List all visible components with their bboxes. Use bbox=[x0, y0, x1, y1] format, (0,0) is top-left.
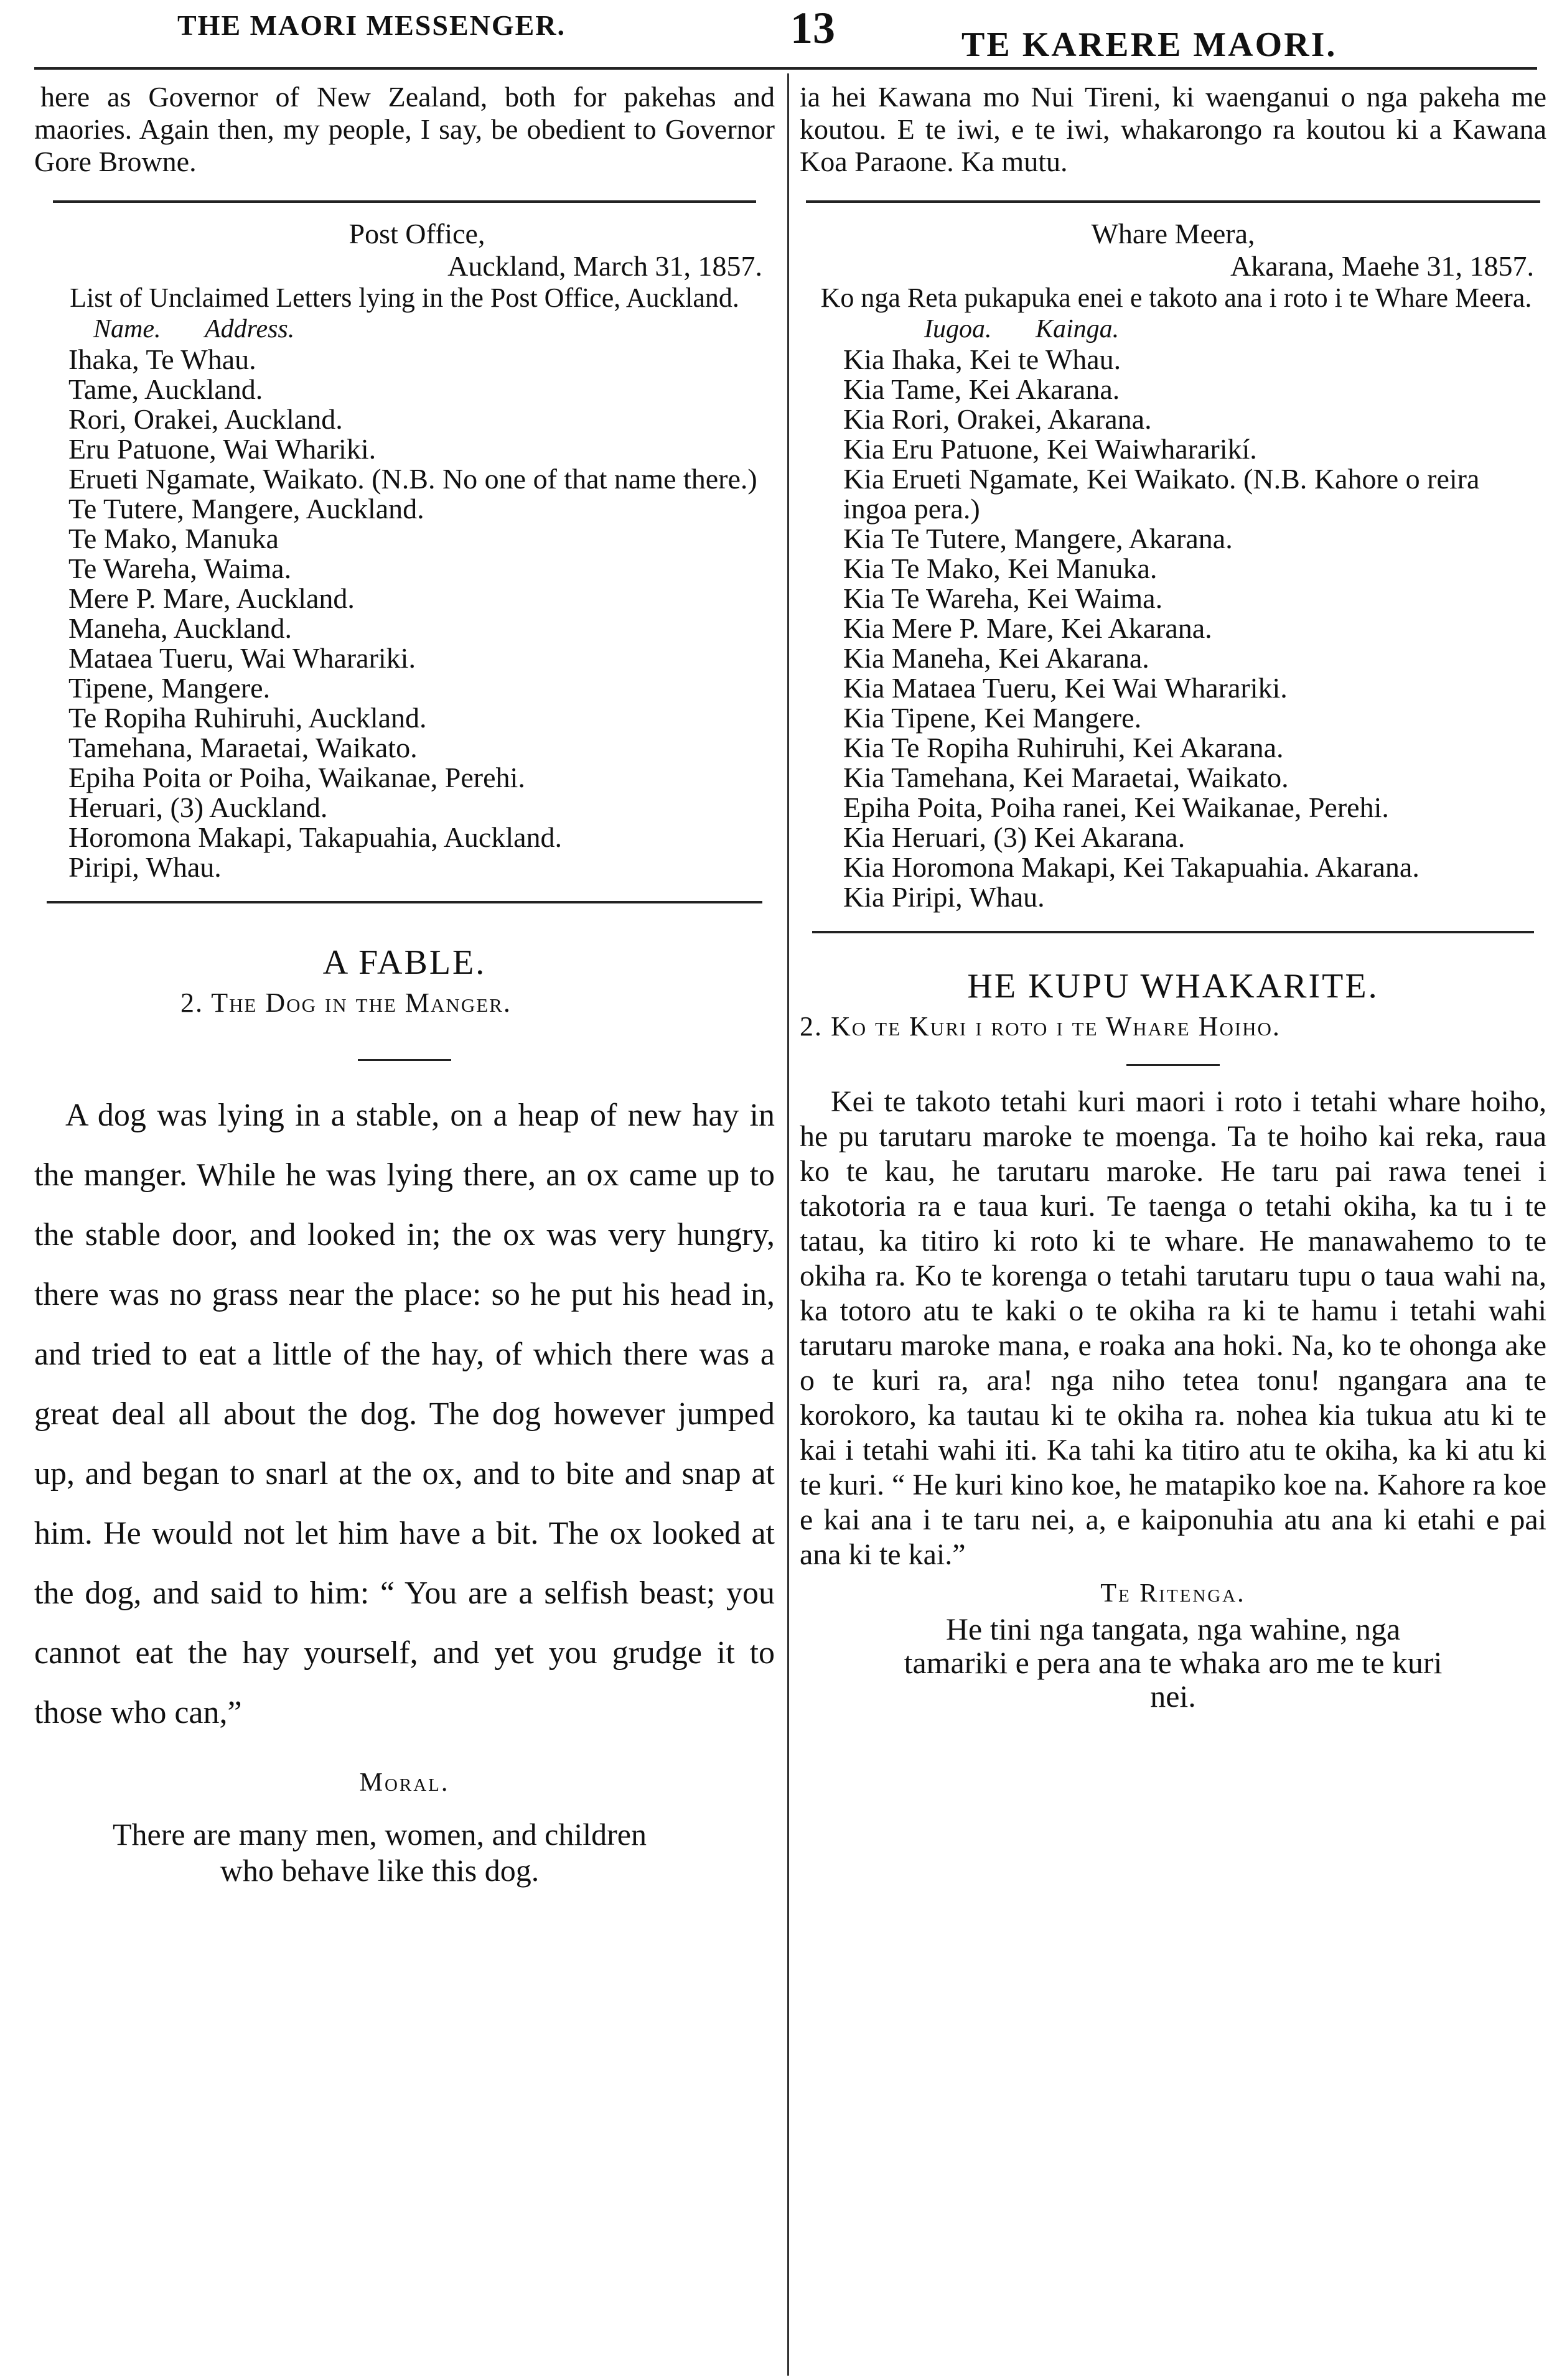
list-item: Kia Maneha, Kei Akarana. bbox=[843, 642, 1149, 674]
short-rule bbox=[358, 1059, 451, 1061]
page-header bbox=[0, 0, 1567, 68]
list-item: Te Ropiha Ruhiruhi, Auckland. bbox=[68, 702, 427, 734]
fable-title: A FABLE. bbox=[322, 943, 487, 982]
list-item: Piripi, Whau. bbox=[68, 851, 222, 883]
header-maori-title: TE KARERE MAORI. bbox=[961, 26, 1337, 64]
list-item: Tipene, Mangere. bbox=[68, 672, 271, 704]
section-rule bbox=[47, 901, 762, 903]
fable-text: Kei te takoto tetahi kuri maori i roto i tetahi whare hoiho, he pu tarutaru maroke te moenga. Ta te hoiho kai reka, raua ko te kau, he tarutaru maroke. He taru pai rawa tenei i takotoria ra e taua kuri. Te taenga o tetahi okiha, ka tu i te tatau, ka titiro ki roto ki te whare. He manawahemo to te okiha ra. Ko te korenga o tetahi tarutaru tupu o taua wahi na, ka totoro atu te kaki o te okiha ra ki te hamu i tetahi wahi tarutaru maroke mana, e roaka ana hoki. Na, ko te ohonga ake o te kuri ra, ara! nga niho tetea tonu! ngangara ana te korokoro, ka tautau ki te okiha ra. nohea kia tukua atu ki te kai i tetahi wahi iti. Ka tahi ka titiro atu te okiha, ka ki atu ki te kuri. “ He kuri kino koe, he matapiko koe na. Kahore ra koe e kai ana i te taru nei, a, e kaiponuhia atu ana ki etahi e pai ana ki te kai.” bbox=[800, 1085, 1546, 1571]
moral-text: There are many men, women, and children who behave like this dog. bbox=[113, 1817, 647, 1888]
list-item: Mataea Tueru, Wai Wharariki. bbox=[68, 642, 416, 674]
list-item: Kia Erueti Ngamate, Kei Waikato. (N.B. Kahore o reira ingoa pera.) bbox=[843, 463, 1480, 525]
list-item: Kia Te Ropiha Ruhiruhi, Kei Akarana. bbox=[843, 732, 1284, 763]
page-number: 13 bbox=[790, 3, 835, 53]
list-item: Te Tutere, Mangere, Auckland. bbox=[68, 493, 424, 525]
letters-list-title: Ko nga Reta pukapuka enei e takoto ana i roto i te Whare Meera. bbox=[820, 282, 1532, 313]
english-intro: here as Governor of New Zealand, both for pakehas and maories. Again then, my people, I say, be obedient to Governor Gore Browne. bbox=[34, 81, 775, 177]
moral-heading: Moral. bbox=[359, 1768, 450, 1797]
fable-subtitle: 2. Ko te Kuri i roto i te Whare Hoiho. bbox=[800, 1011, 1281, 1042]
list-item: Kia Mataea Tueru, Kei Wai Wharariki. bbox=[843, 672, 1288, 704]
column-name-label: Name. bbox=[93, 315, 161, 343]
list-item: Tame, Auckland. bbox=[68, 373, 263, 405]
list-column-headers bbox=[34, 314, 775, 345]
list-item: Te Mako, Manuka bbox=[68, 523, 279, 554]
post-office-dateline: Akarana, Maehe 31, 1857. bbox=[1230, 250, 1534, 282]
column-address-label: Kainga. bbox=[1036, 315, 1120, 343]
list-item: Ihaka, Te Whau. bbox=[68, 343, 256, 375]
maori-intro: ia hei Kawana mo Nui Tireni, ki waenganui o nga pakeha me koutou. E te iwi, e te iwi, whakarongo ra koutou ki a Kawana Koa Paraone. Ka mutu. bbox=[800, 81, 1546, 177]
list-item: Kia Te Wareha, Kei Waima. bbox=[843, 582, 1163, 614]
list-item: Kia Piripi, Whau. bbox=[843, 881, 1045, 913]
list-item: Kia Heruari, (3) Kei Akarana. bbox=[843, 821, 1186, 853]
column-name-label: Iugoa. bbox=[924, 315, 992, 343]
section-rule bbox=[812, 931, 1534, 933]
section-rule bbox=[806, 200, 1540, 203]
list-item: Heruari, (3) Auckland. bbox=[68, 791, 328, 823]
list-item: Te Wareha, Waima. bbox=[68, 553, 292, 584]
letters-list bbox=[800, 345, 1546, 912]
column-divider bbox=[787, 73, 789, 2376]
moral-text: He tini nga tangata, nga wahine, nga tamariki e pera ana te whaka aro me te kuri nei. bbox=[904, 1612, 1443, 1714]
list-item: Kia Ihaka, Kei te Whau. bbox=[843, 343, 1121, 375]
list-item: Maneha, Auckland. bbox=[68, 612, 292, 644]
list-item: Epiha Poita or Poiha, Waikanae, Perehi. bbox=[68, 762, 525, 793]
list-item: Erueti Ngamate, Waikato. (N.B. No one of that name there.) bbox=[68, 463, 757, 495]
section-rule bbox=[53, 200, 756, 203]
list-item: Tamehana, Maraetai, Waikato. bbox=[68, 732, 418, 763]
fable-subtitle: 2. The Dog in the Manger. bbox=[180, 987, 512, 1018]
header-rule bbox=[34, 67, 1537, 70]
list-item: Kia Tame, Kei Akarana. bbox=[843, 373, 1120, 405]
list-item: Kia Rori, Orakei, Akarana. bbox=[843, 403, 1152, 435]
moral-heading: Te Ritenga. bbox=[1100, 1579, 1246, 1608]
english-column bbox=[34, 81, 775, 1888]
list-item: Kia Horomona Makapi, Kei Takapuahia. Akarana. bbox=[843, 851, 1420, 883]
post-office-dateline: Auckland, March 31, 1857. bbox=[447, 250, 762, 282]
short-rule bbox=[1126, 1064, 1220, 1066]
list-item: Mere P. Mare, Auckland. bbox=[68, 582, 355, 614]
list-item: Eru Patuone, Wai Whariki. bbox=[68, 433, 377, 465]
maori-column bbox=[800, 81, 1546, 1713]
header-english-title: THE MAORI MESSENGER. bbox=[177, 9, 566, 41]
post-office-heading: Whare Meera, bbox=[1091, 218, 1255, 250]
list-item: Kia Mere P. Mare, Kei Akarana. bbox=[843, 612, 1212, 644]
list-item: Kia Te Tutere, Mangere, Akarana. bbox=[843, 523, 1233, 554]
list-column-headers bbox=[800, 314, 1546, 345]
list-item: Kia Eru Patuone, Kei Waiwhararikí. bbox=[843, 433, 1257, 465]
letters-list-title: List of Unclaimed Letters lying in the Post Office, Auckland. bbox=[70, 282, 739, 313]
list-item: Kia Tamehana, Kei Maraetai, Waikato. bbox=[843, 762, 1289, 793]
letters-list bbox=[34, 345, 775, 882]
list-item: Horomona Makapi, Takapuahia, Auckland. bbox=[68, 821, 563, 853]
column-address-label: Address. bbox=[205, 315, 295, 343]
list-item: Kia Te Mako, Kei Manuka. bbox=[843, 553, 1158, 584]
list-item: Rori, Orakei, Auckland. bbox=[68, 403, 343, 435]
list-item: Epiha Poita, Poiha ranei, Kei Waikanae, Perehi. bbox=[843, 791, 1389, 823]
fable-text: A dog was lying in a stable, on a heap of new hay in the manger. While he was lying there, an ox came up to the stable door, and looked in; the ox was very hungry, there was no grass near the place: so he put his head in, and tried to eat a little of the hay, of which there was a great deal all about the dog. The dog however jumped up, and began to snarl at the ox, and to bite and snap at him. He would not let him have a bit. The ox looked at the dog, and said to him: “ You are a selfish beast; you cannot eat the hay yourself, and yet you grudge it to those who can,” bbox=[34, 1098, 775, 1730]
fable-title: HE KUPU WHAKARITE. bbox=[967, 967, 1379, 1006]
list-item: Kia Tipene, Kei Mangere. bbox=[843, 702, 1142, 734]
post-office-heading: Post Office, bbox=[348, 218, 485, 250]
